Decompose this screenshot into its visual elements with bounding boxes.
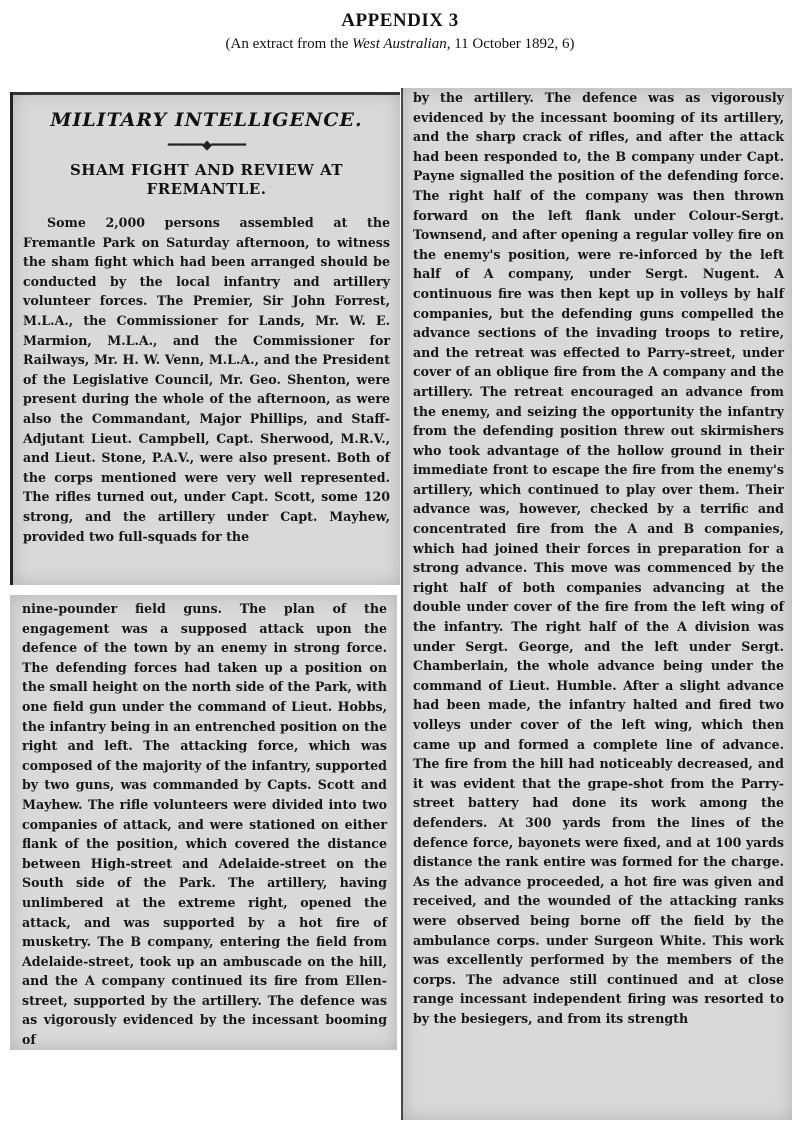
clipping-column-right	[401, 88, 792, 1120]
subtitle-prefix: (An extract from the	[225, 36, 353, 52]
section-title: MILITARY INTELLIGENCE.	[50, 109, 363, 131]
subtitle-source: West Australian,	[352, 36, 451, 52]
appendix-subtitle	[0, 36, 800, 53]
headline-line-2: FREMANTLE.	[146, 180, 267, 198]
appendix-title: APPENDIX 3	[341, 10, 459, 31]
subtitle-suffix: 11 October 1892, 6)	[450, 36, 575, 52]
article-text-right: by the artillery. The defence was as vigorously evidenced by the incessant booming of its artillery, and the sharp crack of rifles, and after the attack had been responded to, the B company under Capt. Payne signalled the position of the defending force. The right half of the company was then thrown forward on the left flank under Colour-Sergt. Townsend, and after opening a regular volley fire on the enemy's position, were re-inforced by the left half of A company, under Sergt. Nugent. A continuous fire was then kept up in volleys by half companies, but the defending guns compelled the advance sections of the invading troops to retire, and the retreat was effected to Parry-street, under cover of an oblique fire from the A company and the artillery. The retreat encouraged an advance from the enemy, and seizing the opportunity the infantry from the defending position threw out skirmishers who took advantage of the hollow ground in their immediate front to escape the fire from the enemy's artillery, which continued to play over them. Their advance was, however, checked by a terrific and concentrated fire from the A and B companies, which had joined their forces in preparation for a strong advance. This move was commenced by the right half of both companies advancing at the double under cover of the fire from the left wing of the infantry. The right half of the A division was under Sergt. George, and the left under Sergt. Chamberlain, the whole advance being under the command of Lieut. Humble. After a slight advance had been made, the infantry halted and fired two volleys under cover of the left wing, which then came up and formed a complete line of advance. The fire from the hill had noticeably decreased, and it was evident that the grape-shot from the Parry-street battery had done its work among the defenders. At 300 yards from the lines of the defence force, bayonets were fixed, and at 100 yards distance the rank entire was formed for the charge. As the advance proceeded, a hot fire was given and received, and the wounded of the attacking ranks were observed being borne off the field by the ambulance corps. under Surgeon White. This work was excellently performed by the members of the corps. The advance still continued and at close range incessant independent firing was resorted to by the besiegers, and from its strength	[413, 90, 784, 1026]
clipping-column-top	[10, 92, 400, 585]
ornament-divider: ━━━━━◆━━━━━	[167, 137, 246, 152]
article-text-bottom: nine-pounder field guns. The plan of the engagement was a supposed attack upon the defence of the town by an enemy in strong force. The defending forces had taken up a position on the small height on the north side of the Park, with one field gun under the command of Lieut. Hobbs, the infantry being in an entrenched position on the right and left. The attacking force, which was composed of the majority of the infantry, supported by two guns, was commanded by Capts. Scott and Mayhew. The rifle volunteers were divided into two companies of attack, and were stationed on either flank of the position, which covered the distance between High-street and Adelaide-street on the South side of the Park. The artillery, having unlimbered at the extreme right, opened the attack, and was supported by a hot fire of musketry. The B company, entering the field from Adelaide-street, took up an ambuscade on the hill, and the A company continued its fire from Ellen-street, supported by the artillery. The defence was as vigorously evidenced by the incessant booming of	[22, 601, 387, 1048]
page-header	[0, 10, 800, 53]
column-top-rule	[13, 92, 400, 95]
article-text-top: Some 2,000 persons assembled at the Fremantle Park on Saturday afternoon, to witness the sham fight which had been arranged should be conducted by the local infantry and artillery volunteer forces. The Premier, Sir John Forrest, M.L.A., the Commissioner for Lands, Mr. W. E. Marmion, M.L.A., and the Commissioner for Railways, Mr. H. W. Venn, M.L.A., and the President of the Legislative Council, Mr. Geo. Shenton, were present during the whole of the afternoon, as were also the Commandant, Major Phillips, and Staff-Adjutant Lieut. Campbell, Capt. Sherwood, M.R.V., and Lieut. Stone, P.A.V., were also present. Both of the corps mentioned were very well represented. The rifles turned out, under Capt. Scott, some 120 strong, and the artillery under Capt. Mayhew, provided two full-squads for the	[23, 215, 390, 544]
headline-line-1: SHAM FIGHT AND REVIEW AT	[69, 161, 344, 179]
article-headline	[23, 161, 390, 199]
clipping-column-bottom	[10, 595, 397, 1050]
